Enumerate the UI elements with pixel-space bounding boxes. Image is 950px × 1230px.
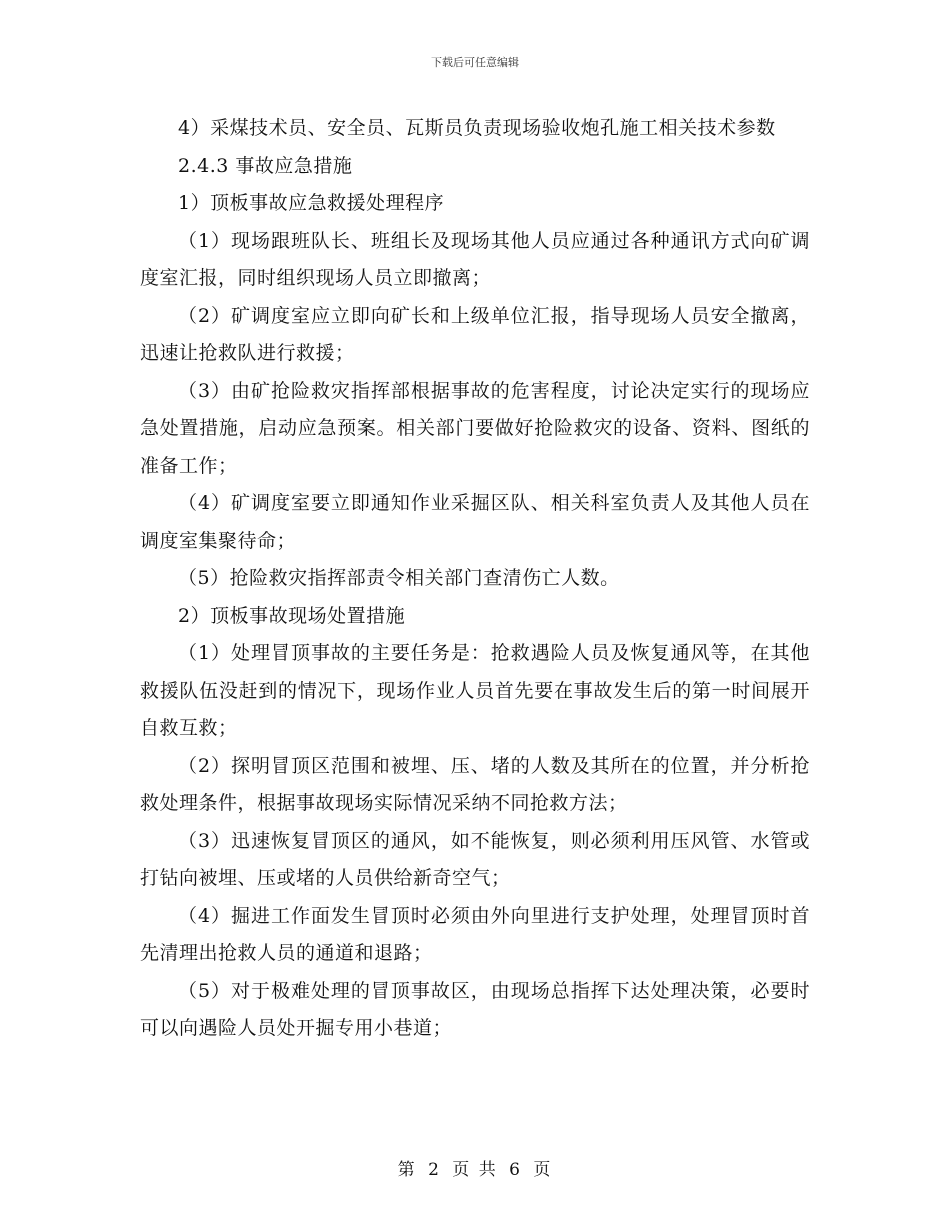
subsection-heading: 1）顶板事故应急救援处理程序 [178, 192, 445, 214]
footer-prefix: 第 [397, 1160, 417, 1180]
footer-total-pages: 6 [509, 1160, 522, 1180]
page-header: 下载后可任意编辑 [431, 56, 519, 69]
paragraph: （3）由矿抢险救灾指挥部根据事故的危害程度，讨论决定实行的现场应急处置措施，启动应急预案。相关部门要做好抢险救灾的设备、资料、图纸的准备工作； [140, 379, 810, 477]
paragraph: （2）探明冒顶区范围和被埋、压、堵的人数及其所在的位置，并分析抢救处理条件，根据事故现场实际情况采纳不同抢救方法； [140, 754, 810, 814]
section-heading: 2.4.3 事故应急措施 [178, 154, 353, 177]
paragraph: （5）对于极难处理的冒顶事故区，由现场总指挥下达处理决策，必要时可以向遇险人员处开掘专用小巷道； [140, 979, 810, 1039]
paragraph: 4）采煤技术员、安全员、瓦斯员负责现场验收炮孔施工相关技术参数 [178, 117, 776, 139]
footer-middle: 页 共 [452, 1160, 498, 1180]
paragraph: （4）掘进工作面发生冒顶时必须由外向里进行支护处理，处理冒顶时首先清理出抢救人员的通道和退路； [140, 904, 810, 964]
paragraph: （1）现场跟班队长、班组长及现场其他人员应通过各种通讯方式向矿调度室汇报，同时组织现场人员立即撤离； [140, 229, 810, 289]
paragraph: （1）处理冒顶事故的主要任务是：抢救遇险人员及恢复通风等，在其他救援队伍没赶到的情况下，现场作业人员首先要在事故发生后的第一时间展开自救互救； [140, 642, 810, 739]
page-footer [0, 1155, 950, 1180]
footer-suffix: 页 [533, 1160, 553, 1180]
paragraph: （5）抢险救灾指挥部责令相关部门查清伤亡人数。 [178, 567, 620, 589]
paragraph: （4）矿调度室要立即通知作业采掘区队、相关科室负责人及其他人员在调度室集聚待命； [140, 492, 810, 552]
document-body [140, 110, 810, 1048]
footer-page-number: 2 [428, 1160, 441, 1180]
paragraph: （2）矿调度室应立即向矿长和上级单位汇报，指导现场人员安全撤离，迅速让抢救队进行救援； [140, 304, 810, 364]
paragraph: （3）迅速恢复冒顶区的通风，如不能恢复，则必须利用压风管、水管或打钻向被埋、压或堵的人员供给新奇空气； [140, 829, 810, 889]
subsection-heading: 2）顶板事故现场处置措施 [178, 604, 406, 627]
